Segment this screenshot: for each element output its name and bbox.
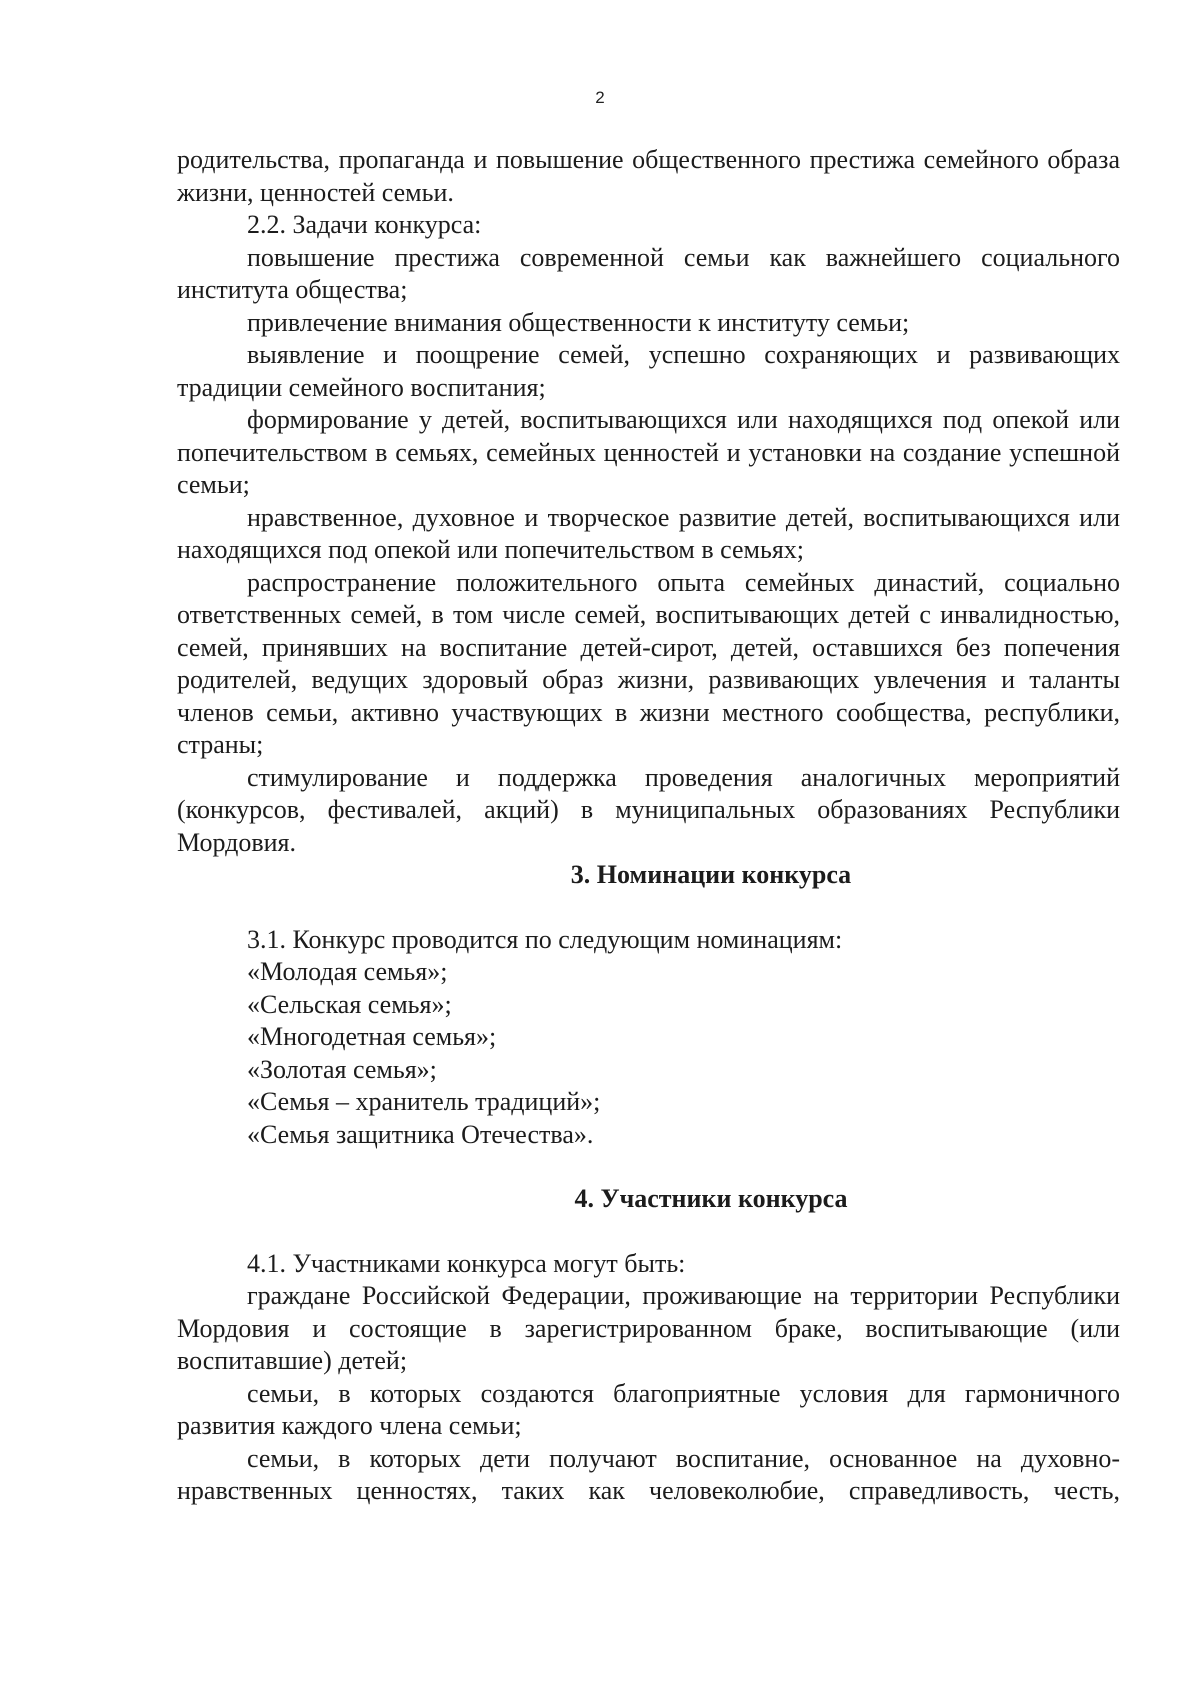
page-number: 2: [595, 88, 605, 107]
participant-item: семьи, в которых дети получают воспитание, основанное на духовно-нравственных ценностях, таких как человеколюбие, справедливость, честь,: [177, 1443, 1120, 1505]
task-item: выявление и поощрение семей, успешно сохраняющих и развивающих традиции семейного воспитания;: [177, 340, 1120, 402]
task-item: формирование у детей, воспитывающихся или находящихся под опекой или попечительством в семьях, семейных ценностей и установки на создание успешной семьи;: [177, 405, 1120, 499]
task-item: распространение положительного опыта семейных династий, социально ответственных семей, в том числе семей, воспитывающих детей с инвалидностью, семей, принявших на воспитание детей-сирот, детей, оставшихся без попечения родителей, ведущих здоровый образ жизни, развивающих увлечения и таланты членов семьи, активно участвующих в жизни местного сообщества, республики, страны;: [177, 567, 1120, 759]
task-item: стимулирование и поддержка проведения аналогичных мероприятий (конкурсов, фестивалей, акций) в муниципальных образованиях Республики Мордовия.: [177, 762, 1120, 857]
nomination-item: «Многодетная семья»;: [247, 1022, 497, 1051]
nomination-item: «Семья защитника Отечества».: [247, 1119, 594, 1149]
nomination-item: «Молодая семья»;: [247, 957, 448, 986]
task-item: привлечение внимания общественности к институту семьи;: [247, 307, 910, 337]
section-4-intro: 4.1. Участниками конкурса могут быть:: [247, 1248, 686, 1278]
nomination-item: «Семья – хранитель традиций»;: [247, 1087, 601, 1116]
document-body: [177, 144, 1120, 1508]
participant-item: семьи, в которых создаются благоприятные условия для гармоничного развития каждого члена семьи;: [177, 1378, 1120, 1440]
participant-item: граждане Российской Федерации, проживающие на территории Республики Мордовия и состоящие в зарегистрированном браке, воспитывающие (или воспитавшие) детей;: [177, 1281, 1120, 1375]
section-3-heading: 3. Номинации конкурса: [570, 860, 852, 889]
section-3-intro: 3.1. Конкурс проводится по следующим номинациям:: [247, 924, 843, 954]
task-item: повышение престижа современной семьи как важнейшего социального института общества;: [177, 242, 1120, 304]
intro-continuation: родительства, пропаганда и повышение общественного престижа семейного образа жизни, ценностей семьи.: [177, 145, 1120, 207]
nomination-item: «Сельская семья»;: [247, 989, 452, 1019]
tasks-title: 2.2. Задачи конкурса:: [247, 210, 482, 239]
nomination-item: «Золотая семья»;: [247, 1054, 437, 1084]
section-4-heading: 4. Участники конкурса: [574, 1184, 848, 1213]
task-item: нравственное, духовное и творческое развитие детей, воспитывающихся или находящихся под опекой или попечительством в семьях;: [177, 502, 1120, 564]
